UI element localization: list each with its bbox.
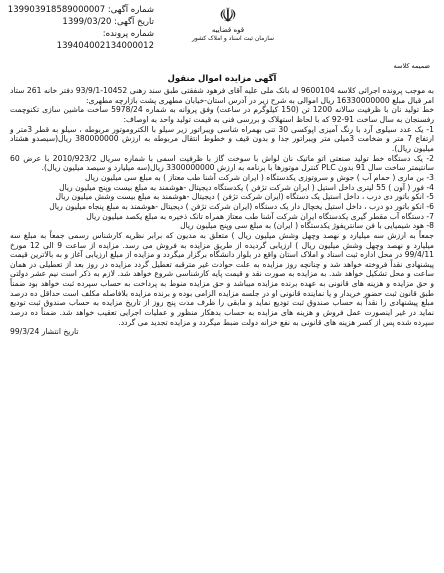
paragraph: 8- هود شیمیایی با فن سانتریفوژ یکدستگاه ( ایران) به مبلغ سی وپنج میلیون ریال	[180, 221, 434, 231]
document-header	[6, 0, 438, 70]
archive-number: 139404002134000012	[56, 41, 154, 51]
org-subtitle: سازمان ثبت اسناد و املاک کشور	[192, 35, 275, 42]
ad-metadata	[7, 4, 154, 52]
file-number-label: شماره پرونده:	[102, 29, 154, 39]
paragraph: خط تولید نان با ظرفیت سالانه 1200 تن (150 کیلوگرم در ساعت) وفق پروانه به شماره 5978/24 ساخت ماشین سازی تکنوچمت رفسنجان به سال ساخت 91-92 که با لحاظ استهلاک و بررسی فنی به قیمت تولید واحد به اوصاف:	[10, 105, 435, 124]
auction-text	[6, 86, 438, 327]
ad-date: تاریخ آگهی: 1399/03/20	[62, 17, 154, 27]
paragraph: جمعاً به ارزش سه میلیارد و نهصد وچهل وشش میلیون ریال ) متعلق به مدیون که برابر نظریه کارشناس رسمی جمعاً به مبلغ سه میلیارد و نهصد وچهل وشش میلیون ریال ) ارزیابی گردیده از طریق مزایده به فروش می رسد. مزایده از ساعت 9 الی 12 مورخ 99/4/11 در محل اداره ثبت اسناد و املاک استان واقع در بلوار دانشگاه برگزار میگردد و مزایده از مبلغ ارزیابی آغاز و به بالاترین قیمت پیشنهادی نقداً فروخته خواهد شد و چنانچه روز مزایده به علت حوادث غیر مترقبه تعطیل گردد مزایده در روز بعد از تعطیلی در همان ساعت و محل تشکیل خواهد شد. به مزایده به صورت نقد و قیمت پایه کارشناسی شروع خواهد شد. لازم به ذکر است نیم عشر دولتی و حق مزایده و هزینه های قانونی به عهده برنده مزایده میباشد و حق مزایده منوط به پرداخت به حساب سپرده ثبت خواهد بود ضمناً طبق قانون ثبت حضور خریدار و یا نماینده قانونی او در جلسه مزایده الزامی بوده و برنده مزایده بلافاصله مکلف است حداقل ده درصد مبلغ پیشنهادی را نقداً به حساب صندوق ثبت تودیع نماید و مابقی را ظرف مدت پنج روز از تاریخ مزایده به حساب صندوق ثبت تودیع نماید در غیر اینصورت عمل فروش و هزینه های مزایده به حساب بدهکار منظور و عملیات اجرایی تعقیب خواهد شد. ضمناً ده درصد سپرده شده پس از کسر هزینه های قانونی به نفع خزانه دولت ضبط میگردد و مزایده تجدید می گردد.	[10, 230, 434, 327]
page-title: آگهی مزایده اموال منقول	[167, 74, 277, 84]
ad-number: شماره آگهی: 139903918589000007	[7, 5, 154, 15]
org-name: قوه قضاییه	[211, 26, 245, 34]
paragraph: 3- بن ماری ( حمام آب ) جوش و سروتوزی یکدستگاه ( ایران شرکت آشنا طب معتاز ) به مبلغ سی میلیون ریال	[84, 172, 434, 182]
iran-emblem-icon: ☫	[219, 3, 237, 27]
paragraph: 2- یک دستگاه خط تولید صنعتی اتو ماتیک نان لواش با سوخت گاز با ظرفیت اسمی با شماره سریال 2010/923/2 با عرض 60 سانتیمتر ساخت سال 91 بدون PLC کنترل موتورها با برنامه به ارزش 3300000000 ریال(سه میلیارد و سیصد میلیون ریال).	[10, 153, 435, 173]
publish-date: تاریخ انتشار 99/3/24	[10, 327, 79, 337]
judiciary-logo	[192, 3, 275, 43]
paragraph: 4- فور ( آون ) 55 لیتری داخل استیل ( ایران شرکت تژفن ) یکدستگاه دیجیتال -هوشمند به مبلغ بیست وپنج میلیون ریال	[59, 182, 434, 192]
paragraph: 5- انکو باتور دی درب ، داخل استیل یک دستگاه (ایران شرکت تژفن ) دیجیتال -هوشمند به مبلغ بیست وشش میلیون ریال	[55, 192, 434, 202]
paragraph: 1- یک عدد سیلوی آرد با رنگ آمیزی اپوکسی 30 تنی بهمراه شاسی ویبراتور زیر سیلو با الکتروموتور مربوطه ، سیلو به قطر 3متر و ارتفاع 7 متر و ضخامت 3میلی متر ویبراتور جدا و بدون قیف و خطوط انتقال مربوطه به ارزش 380000000 ریال(سیصدو هشتاد میلیون ریال).	[10, 124, 435, 153]
paragraph: 7- دستگاه آب مقطر گیری یکدستگاه ایران شرکت آشنا طب معتاز همراه تانک ذخیره به مبلغ یکصد میلیون ریال	[86, 211, 434, 221]
paragraph: به موجب پرونده اجرائی کلاسه 9600104 له بانک ملی علیه آقای فرهود شفقتی طبق سند رهنی 10452-93/9/1 دفتر خانه 261 ستاد امر قبال مبلغ 16330000000 ریال اموالی به شرح زیر در آدرس استان-خیابان مطهری پشت بازارچه مطهری:	[10, 86, 434, 105]
paragraph: 6- انکو باتور دو درب ، داخل استیل یخچال دار یک دستگاه (ایران شرکت تژفن ) دیجیتال -هوشمند به مبلغ پنجاه میلیون ریال	[49, 201, 434, 211]
reference-code: ضمیمه کلاسه	[393, 62, 430, 70]
